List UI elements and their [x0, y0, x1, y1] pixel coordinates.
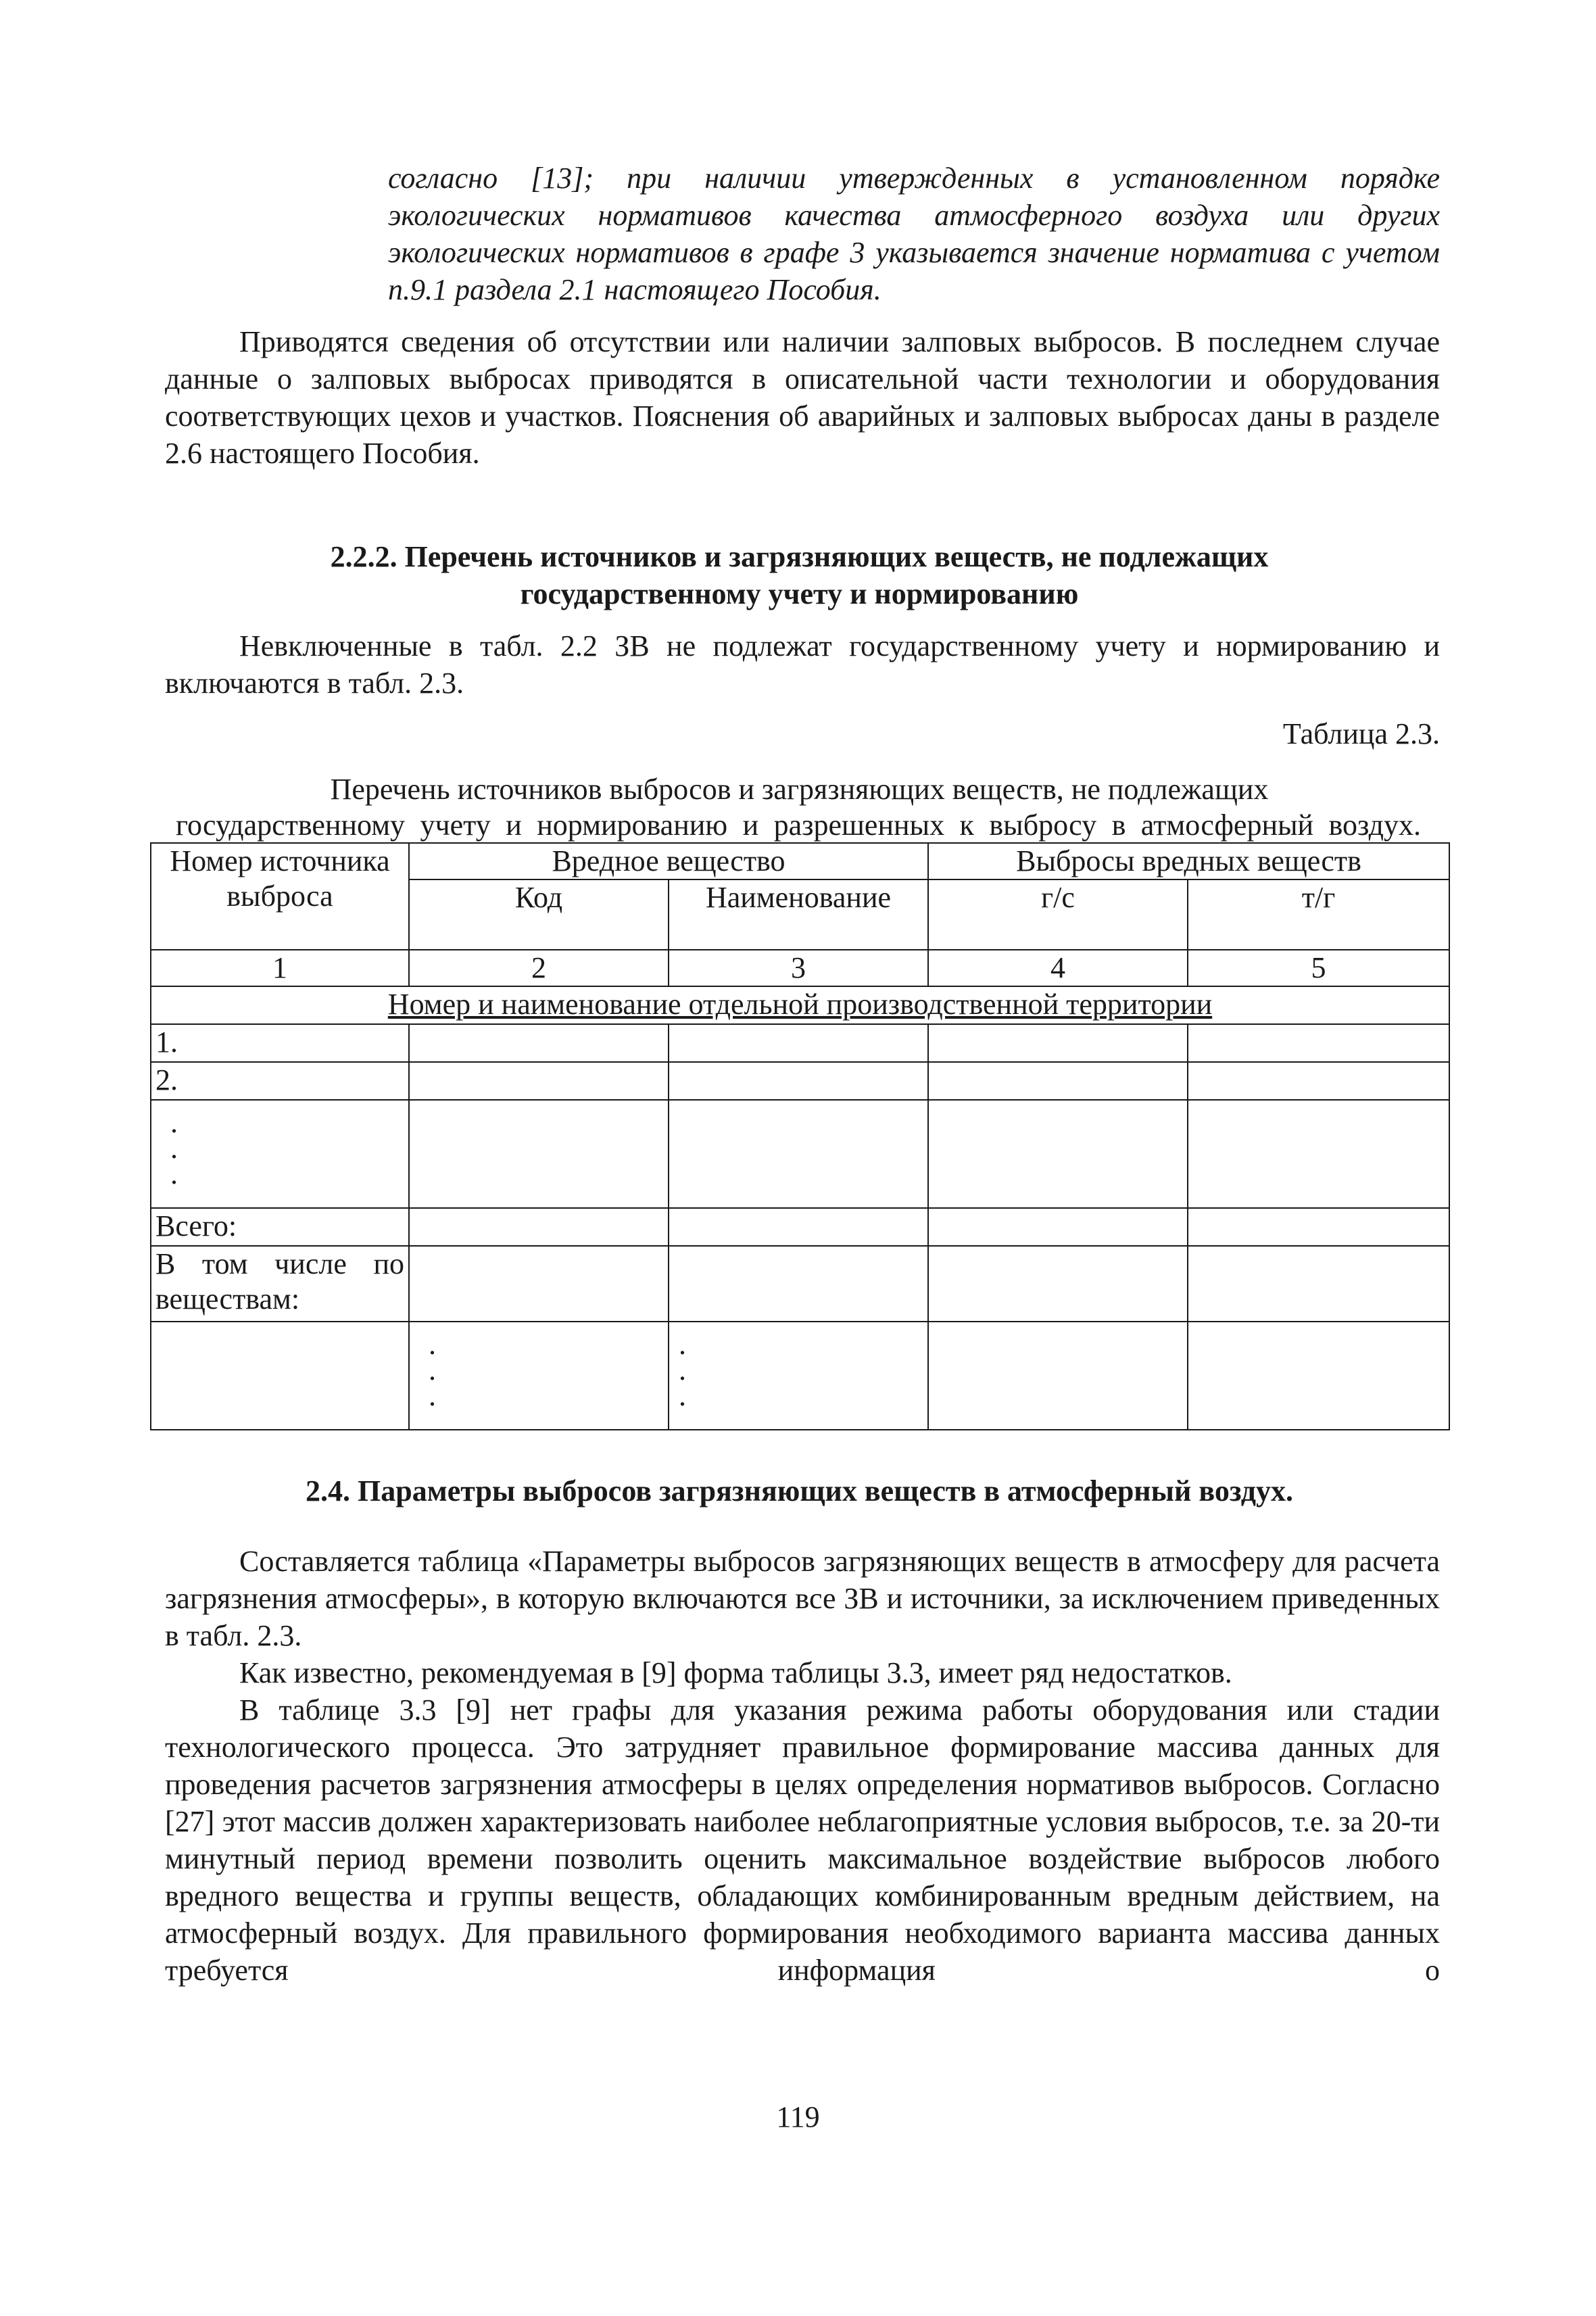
table-cell: [409, 1062, 669, 1100]
table-cell: [928, 1100, 1188, 1208]
section-222-text: Невключенные в табл. 2.2 ЗВ не подлежат государственному учету и нормированию и включаются в табл. 2.3.: [165, 629, 1440, 700]
page-number: 119: [776, 2100, 820, 2133]
header-gs: г/с: [928, 879, 1188, 950]
row-label: В том числе по веществам:: [151, 1246, 409, 1322]
column-number: 2: [409, 950, 669, 986]
emissions-table: [150, 842, 1450, 1430]
header-name: Наименование: [669, 879, 928, 950]
salvo-emissions-paragraph: Приводятся сведения об отсутствии или наличии залповых выбросов. В последнем случае данные о залповых выбросах приводятся в описательной части технологии и оборудования соответствующих цехов и участков. Пояснения об аварийных и залповых выбросах даны в разделе 2.6 настоящего Пособия.: [165, 325, 1440, 470]
table-cell: [409, 1100, 669, 1208]
table-cell: [669, 1024, 928, 1062]
ellipsis-cell: [151, 1100, 409, 1208]
table-cell: [409, 1024, 669, 1062]
table-label: Таблица 2.3.: [1282, 717, 1440, 750]
header-emissions: Выбросы вредных веществ: [928, 843, 1449, 879]
table-caption-line2: государственному учету и нормированию и разрешенных к выбросу в атмосферный воздух.: [176, 809, 1421, 842]
header-harmful-substance: Вредное вещество: [409, 843, 928, 879]
section-24-paragraph3: В таблице 3.3 [9] нет графы для указания режима работы оборудования или стадии технологического процесса. Это затрудняет правильное формирование массива данных для проведения расчетов загрязнения атмосферы в целях определения нормативов выбросов. Согласно [27] этот массив должен характеризовать наиболее неблагоприятные условия выбросов, т.е. за 20-ти минутный период времени позволить оценить максимальное воздействие выбросов любого вредного вещества и группы веществ, обладающих комбинированным вредным действием, на атмосферный воздух. Для правильного формирования необходимого варианта массива данных требуется информация о: [165, 1693, 1440, 1987]
header-code: Код: [409, 879, 669, 950]
table-cell: [928, 1322, 1188, 1430]
territory-row: [151, 986, 1449, 1024]
territory-row-label: Номер и наименование отдельной производственной территории: [387, 988, 1213, 1021]
row-label: 1.: [151, 1024, 409, 1062]
row-label: Всего:: [151, 1208, 409, 1246]
ellipsis-dot: .: [429, 1353, 436, 1386]
table-cell: [928, 1062, 1188, 1100]
table-cell: [1188, 1208, 1449, 1246]
row-label: 2.: [151, 1062, 409, 1100]
table-cell: [669, 1062, 928, 1100]
table-cell: [1188, 1246, 1449, 1322]
ellipsis-cell: [409, 1322, 669, 1430]
ellipsis-dot: .: [429, 1379, 436, 1412]
table-cell: [928, 1024, 1188, 1062]
table-cell: [151, 1322, 409, 1430]
ellipsis-dot: .: [429, 1328, 436, 1361]
ellipsis-cell: [669, 1322, 928, 1430]
ellipsis-dot: .: [170, 1132, 178, 1165]
column-number: 5: [1188, 950, 1449, 986]
table-caption-line1: Перечень источников выбросов и загрязняющих веществ, не подлежащих: [330, 773, 1269, 806]
table-cell: [669, 1246, 928, 1322]
ellipsis-dot: .: [679, 1379, 686, 1412]
table-cell: [928, 1208, 1188, 1246]
ellipsis-dot: .: [170, 1157, 178, 1190]
table-cell: [669, 1100, 928, 1208]
column-number: 1: [151, 950, 409, 986]
header-source-number: Номер источника выброса: [151, 843, 409, 950]
section-222-heading-line1: 2.2.2. Перечень источников и загрязняющих веществ, не подлежащих: [330, 540, 1269, 573]
table-cell: [1188, 1062, 1449, 1100]
section-222-heading-line2: государственному учету и нормированию: [520, 577, 1079, 610]
table-cell: [409, 1208, 669, 1246]
table-cell: [1188, 1024, 1449, 1062]
section-24-paragraph2: Как известно, рекомендуемая в [9] форма таблицы 3.3, имеет ряд недостатков.: [239, 1656, 1232, 1689]
ellipsis-dot: .: [679, 1353, 686, 1386]
ellipsis-dot: .: [170, 1106, 178, 1139]
table-cell: [669, 1208, 928, 1246]
table-cell: [409, 1246, 669, 1322]
section-24-paragraph1: Составляется таблица «Параметры выбросов загрязняющих веществ в атмосферу для расчета загрязнения атмосферы», в которую включаются все ЗВ и источники, за исключением приведенных в табл. 2.3.: [165, 1545, 1440, 1652]
table-cell: [928, 1246, 1188, 1322]
section-24-heading: 2.4. Параметры выбросов загрязняющих веществ в атмосферный воздух.: [306, 1474, 1293, 1507]
header-tg: т/г: [1188, 879, 1449, 950]
column-number: 3: [669, 950, 928, 986]
ellipsis-dot: .: [679, 1328, 686, 1361]
column-number: 4: [928, 950, 1188, 986]
intro-italic-paragraph: согласно [13]; при наличии утвержденных в установленном порядке экологических нормативов качества атмосферного воздуха или других экологических нормативов в графе 3 указывается значение норматива с учетом п.9.1 раздела 2.1 настоящего Пособия.: [388, 162, 1440, 306]
table-cell: [1188, 1100, 1449, 1208]
table-cell: [1188, 1322, 1449, 1430]
